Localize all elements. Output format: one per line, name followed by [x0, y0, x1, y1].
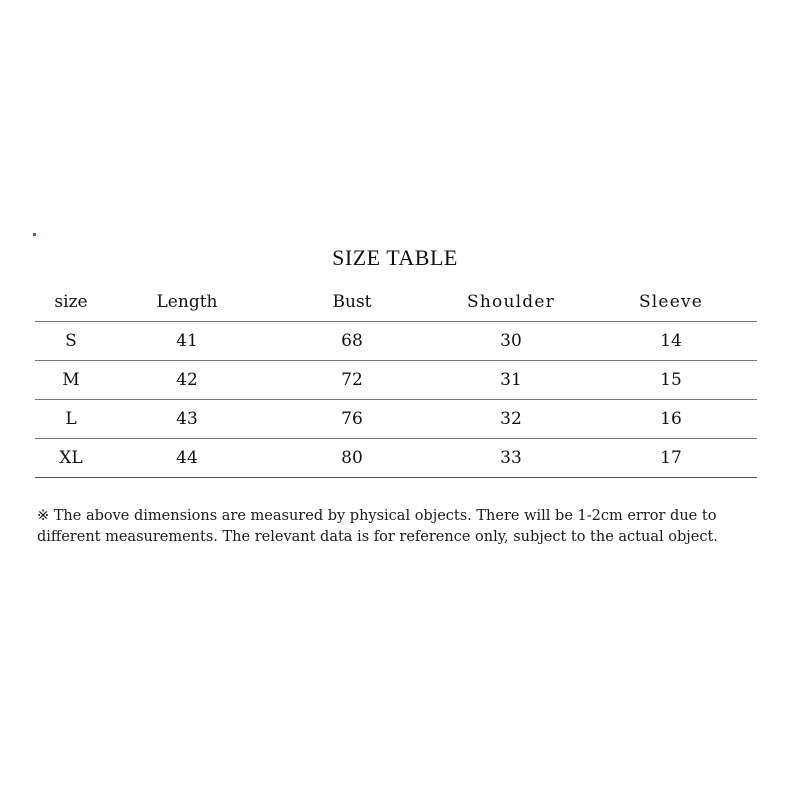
table-header-row — [35, 282, 757, 322]
size-cell: M — [62, 370, 80, 390]
bust-cell: 72 — [341, 370, 363, 390]
header-shoulder: Shoulder — [467, 291, 555, 312]
shoulder-cell: 33 — [500, 448, 522, 468]
sleeve-cell: 17 — [660, 448, 682, 468]
header-bust: Bust — [332, 291, 372, 312]
bust-cell: 76 — [341, 409, 363, 429]
header-sleeve: Sleeve — [638, 291, 704, 312]
length-cell: 42 — [176, 370, 198, 390]
sleeve-cell: 16 — [660, 409, 682, 429]
measurement-note: ※ The above dimensions are measured by physical objects. There will be 1-2cm error due to different measurements. The relevant data is for reference only, subject to the actual object. — [37, 508, 718, 545]
size-cell: S — [65, 331, 77, 351]
table-row — [35, 439, 757, 478]
table-row — [35, 322, 757, 361]
bust-cell: 80 — [341, 448, 363, 468]
header-size: size — [54, 291, 88, 312]
green-dot-mark — [33, 233, 36, 236]
size-cell: L — [65, 409, 77, 429]
length-cell: 41 — [176, 331, 198, 351]
table-row — [35, 361, 757, 400]
table-row — [35, 400, 757, 439]
length-cell: 44 — [176, 448, 198, 468]
shoulder-cell: 31 — [500, 370, 522, 390]
bust-cell: 68 — [341, 331, 363, 351]
shoulder-cell: 30 — [500, 331, 522, 351]
shoulder-cell: 32 — [500, 409, 522, 429]
size-cell: XL — [59, 448, 83, 468]
page-title: SIZE TABLE — [332, 245, 458, 270]
sleeve-cell: 15 — [660, 370, 682, 390]
sleeve-cell: 14 — [660, 331, 682, 351]
size-table — [35, 282, 757, 478]
header-length: Length — [156, 291, 218, 312]
length-cell: 43 — [176, 409, 198, 429]
